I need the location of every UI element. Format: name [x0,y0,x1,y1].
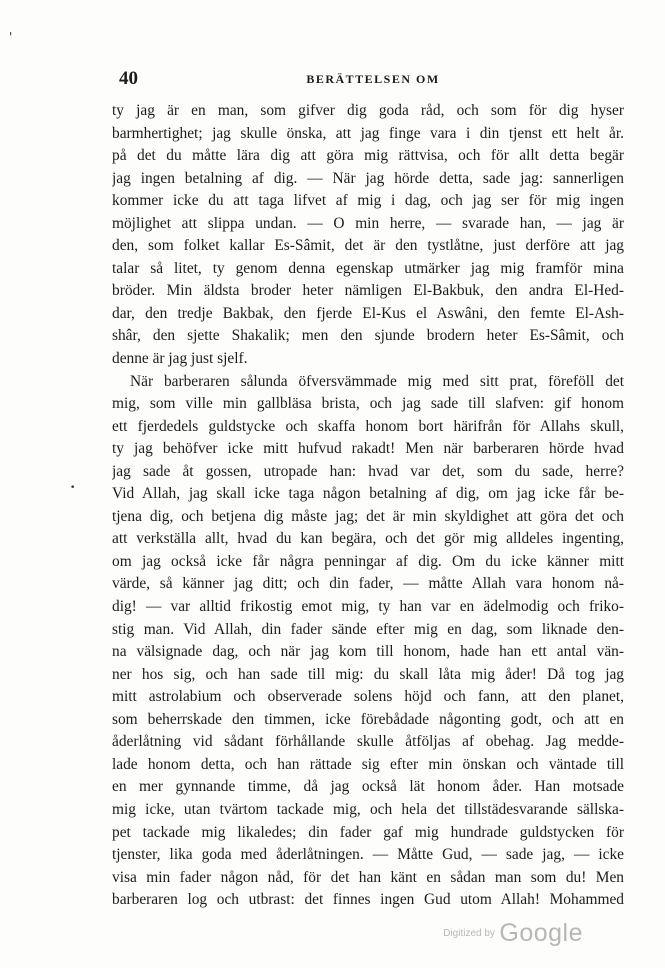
watermark-brand: Google [499,919,583,947]
text-line: jag ingen betalning af dig. — När jag hörde detta, sade jag: sannerligen [112,169,624,187]
text-line: barmhertighet; jag skulle önska, att jag finge vara i din tjenst ett helt år. [112,124,624,142]
text-line: kommer icke du att taga lifvet af mig i dag, och jag ser för mig ingen [112,192,624,210]
text-line: om jag också icke får några penningar af dig. Om du icke känner mitt [112,552,624,570]
text-line: lade honom detta, och han rättade sig efter min önskan och väntade till [112,755,624,773]
text-line: stig man. Vid Allah, din fader sände efter mig en dag, som liknade den- [112,620,624,638]
margin-mark-middle: • [70,483,76,493]
text-line: shâr, den sjette Shakalik; men den sjunde brodern heter Es-Sâmit, och [112,327,624,345]
text-line: dar, den tredje Bakbak, den fjerde El-Kus el Aswâni, den femte El-Ash- [112,304,624,322]
text-line: jag sade åt gossen, utropade han: hvad var det, som du sade, herre? [112,462,624,480]
text-line: mig icke, utan tvärtom tackade mig, och hela det tillstädesvarande sällska- [112,800,624,818]
running-head: BERÄTTELSEN OM [306,72,440,86]
text-line: på det du måtte lära dig att göra mig rättvisa, och för allt detta begär [112,147,624,165]
text-line: dig! — var alltid frikostig emot mig, ty han var en ädelmodig och friko- [112,598,624,616]
text-line: mitt astrolabium och observerade solens höjd och fann, att den planet, [112,688,624,706]
text-line: bröder. Min äldsta broder heter nämligen El-Bakbuk, den andra El-Hed- [112,282,624,300]
text-line: ty jag behöfver icke mitt hufvud rakadt! Men när barberaren hörde hvad [112,440,624,458]
margin-mark-top: ' [9,30,13,44]
text-line: som beherrskade den timmen, icke förebådade någonting godt, och att en [112,710,624,728]
text-line: tjenster, lika goda med åderlåtningen. — Måtte Gud, — sade jag, — icke [112,846,624,864]
text-line: pet tackade mig likaledes; din fader gaf mig hundrade guldstycken för [112,823,624,841]
text-line: na välsignade dag, och när jag kom till honom, hade han ett antal vän- [112,643,624,661]
text-line: barberaren log och utbrast: det finnes ingen Gud utom Allah! Mohammed [112,891,624,909]
text-line: Vid Allah, jag skall icke taga någon betalning af dig, om jag icke får be- [112,485,624,503]
digitized-watermark [443,919,583,948]
watermark-prefix: Digitized by [443,928,495,939]
body-text [112,100,624,912]
page-header [119,68,627,92]
text-line: tjena dig, och betjena dig måste jag; det är min skyldighet att göra det och [112,507,624,525]
text-line: den, som folket kallar Es-Sâmit, det är den tystlåtne, just derföre att jag [112,237,624,255]
text-line: en mer gynnande timme, då jag också lät honom åder. Han motsade [112,778,624,796]
text-line: att verkställa allt, hvad du kan begära, och det gör mig alldeles ingenting, [112,530,624,548]
text-line: ner hos sig, och han sade till mig: du skall låta mig åder! Då tog jag [112,665,624,683]
text-line: åderlåtning vid sådant förhållande skulle åtföljas af obehag. Jag medde- [112,733,624,751]
text-line: talar så litet, ty genom denna egenskap utmärker jag mig framför mina [112,259,624,277]
text-line: denne är jag just sjelf. [112,350,248,368]
page-number: 40 [119,68,138,89]
text-line: möjlighet att slippa undan. — O min herre, — svarade han, — jag är [112,214,624,232]
text-line: mig, som ville min gallbläsa brista, och jag sade till slafven: gif honom [112,395,624,413]
text-line: värde, så känner jag ditt; och din fader, — måtte Allah vara honom nå- [112,575,624,593]
text-line: visa min fader någon nåd, för det han känt en sådan man som du! Men [112,868,624,886]
text-line: ett fjerdedels guldstycke och skaffa honom bort härifrån för Allahs skull, [112,417,624,435]
text-line: När barberaren sålunda öfversvämmade mig med sitt prat, föreföll det [130,372,624,390]
text-line: ty jag är en man, som gifver dig goda råd, och som för dig hyser [112,102,624,119]
